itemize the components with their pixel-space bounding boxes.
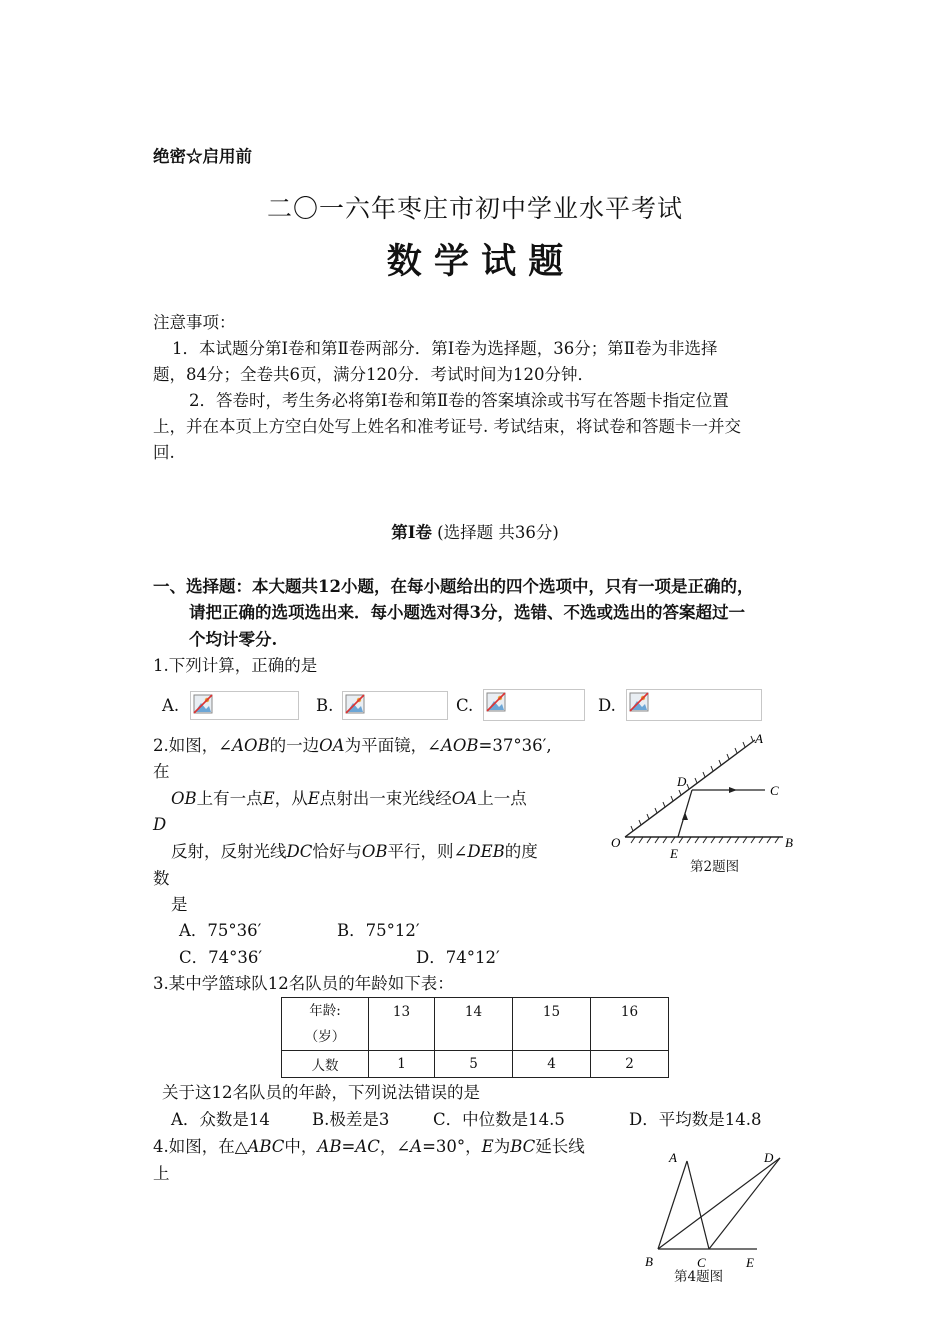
q1-option-b-label: B.: [316, 696, 334, 715]
q2-option-a: A．75°36′: [179, 921, 262, 940]
notice-item2-line2: 上，并在本页上方空白处写上姓名和准考证号. 考试结束，将试卷和答题卡一并交: [153, 417, 741, 436]
section-title: [0, 520, 950, 546]
notice-item1-line1: 1．本试题分第Ⅰ卷和第Ⅱ卷两部分．第Ⅰ卷为选择题，36分；第Ⅱ卷为非选择: [172, 339, 718, 358]
q2-label-e: E: [670, 846, 678, 861]
q1-option-b-image: [342, 691, 448, 720]
q4-line1: 4.如图，在△ABC中，AB=AC，∠A=30°，E为BC延长线: [153, 1137, 585, 1156]
part1-line3: 个均计零分.: [189, 630, 278, 649]
q2-label-a: A: [755, 731, 763, 746]
q2-line2: 在: [153, 762, 170, 781]
q3-option-d: D．平均数是14.8: [629, 1110, 762, 1129]
table-cell: 13: [369, 998, 435, 1051]
q3-option-a: A．众数是14: [171, 1110, 270, 1129]
q2-line4: D: [153, 815, 167, 834]
q2-figure: [605, 730, 800, 875]
broken-image-icon: [486, 692, 506, 712]
q4-label-a: A: [669, 1150, 677, 1165]
q2-label-o: O: [611, 835, 621, 850]
q4-label-c: C: [697, 1255, 706, 1270]
table-header-cell: [282, 998, 369, 1051]
exam-title: 二〇一六年枣庄市初中学业水平考试: [266, 194, 683, 223]
section-title-bold: 第Ⅰ卷: [391, 523, 432, 542]
q3-age-table: [281, 997, 669, 1078]
q2-label-d: D: [677, 774, 687, 789]
notice-item2-line3: 回.: [153, 443, 175, 462]
q3-question: 关于这12名队员的年龄，下列说法错误的是: [162, 1083, 480, 1102]
q4-figure-caption: 第4题图: [674, 1269, 724, 1285]
notice-item2-line1: 2．答卷时，考生务必将第Ⅰ卷和第Ⅱ卷的答案填涂或书写在答题卡指定位置: [189, 391, 729, 410]
part1-line2: 请把正确的选项选出来．每小题选对得3分，选错、不选或选出的答案超过一: [189, 603, 745, 622]
table-cell: 15: [513, 998, 591, 1051]
notice-item1-line2: 题，84分；全卷共6页，满分120分．考试时间为120分钟．: [153, 365, 594, 384]
q1-option-c-image: [483, 689, 585, 721]
table-cell: 4: [513, 1051, 591, 1078]
table-cell: 16: [591, 998, 669, 1051]
q4-figure: [635, 1145, 795, 1275]
q1-option-d-label: D.: [598, 696, 616, 715]
q3-option-b: B.极差是3: [312, 1110, 390, 1129]
table-row: [282, 1051, 669, 1078]
q2-option-c: C．74°36′: [179, 948, 263, 967]
broken-image-icon: [345, 694, 365, 714]
q2-line1: 2.如图，∠AOB的一边OA为平面镜，∠AOB=37°36′,: [153, 736, 552, 755]
q2-line3: OB上有一点E，从E点射出一束光线经OA上一点: [171, 789, 527, 808]
table-cell: 1: [369, 1051, 435, 1078]
q4-label-d: D: [764, 1150, 774, 1165]
q3-stem: 3.某中学篮球队12名队员的年龄如下表：: [153, 974, 454, 993]
q1-stem: 1.下列计算，正确的是: [153, 656, 318, 675]
q2-option-d: D．74°12′: [416, 948, 500, 967]
q2-option-b: B．75°12′: [337, 921, 420, 940]
part1-line1: 一、选择题：本大题共12小题，在每小题给出的四个选项中，只有一项是正确的，: [153, 577, 754, 596]
q4-label-e: E: [746, 1255, 754, 1270]
notice-heading: 注意事项：: [153, 313, 236, 332]
table-cell: 5: [435, 1051, 513, 1078]
q3-option-c: C．中位数是14.5: [433, 1110, 565, 1129]
q2-line6: 数: [153, 869, 170, 888]
q1-option-c-label: C.: [456, 696, 474, 715]
age-header-line2: （岁）: [304, 1029, 346, 1045]
q4-line2: 上: [153, 1164, 170, 1183]
q2-label-c: C: [770, 783, 779, 798]
table-row: [282, 998, 669, 1051]
subject-title: 数 学 试 题: [386, 241, 564, 282]
q2-line7: 是: [171, 895, 188, 914]
q4-label-b: B: [645, 1254, 653, 1269]
q2-line5: 反射，反射光线DC恰好与OB平行，则∠DEB的度: [171, 842, 538, 861]
section-title-rest: (选择题 共36分): [437, 523, 559, 542]
table-cell: 14: [435, 998, 513, 1051]
secret-mark: 绝密☆启用前: [153, 147, 252, 166]
broken-image-icon: [629, 692, 649, 712]
q2-figure-caption: 第2题图: [690, 859, 740, 875]
q1-option-a-image: [190, 691, 299, 720]
q1-option-d-image: [626, 689, 762, 721]
q1-option-a-label: A.: [162, 696, 180, 715]
age-header-line1: 年龄:: [309, 1003, 341, 1019]
table-header-cell: 人数: [282, 1051, 369, 1078]
table-cell: 2: [591, 1051, 669, 1078]
broken-image-icon: [193, 694, 213, 714]
q2-label-b: B: [785, 835, 793, 850]
